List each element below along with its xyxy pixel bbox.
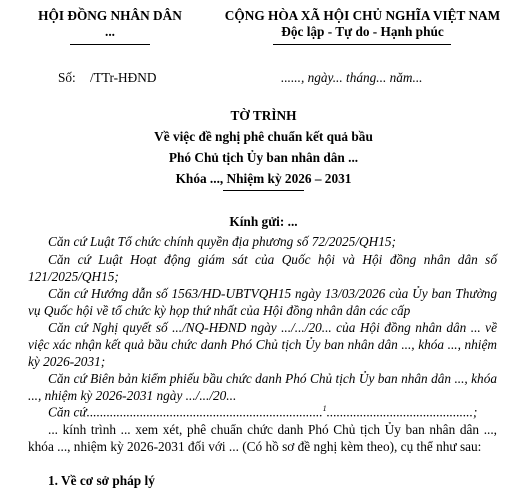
motto-underline xyxy=(273,44,451,45)
org-sub: ... xyxy=(105,24,115,39)
footnote-marker: 1 xyxy=(322,404,327,413)
title-underline xyxy=(223,190,304,191)
org-name: HỘI ĐỒNG NHÂN DÂN xyxy=(38,8,182,23)
body-paragraph: ... kính trình ... xem xét, phê chuẩn chức danh Phó Chủ tịch Ủy ban nhân dân ..., khóa ..., nhiệm kỳ 2026-2031 đối với ... (Có hồ sơ đề nghị kèm theo), cụ thể như sau: xyxy=(28,422,497,454)
nation-name: CỘNG HÒA XÃ HỘI CHỦ NGHĨA VIỆT NAM xyxy=(224,8,501,23)
org-underline xyxy=(70,44,150,45)
basis-6-suffix: ............................................; xyxy=(326,404,478,420)
document-number-label: Số: xyxy=(58,70,76,85)
salutation: Kính gửi: ... xyxy=(229,214,298,229)
basis-6-prefix: Căn cứ....................................................................... xyxy=(48,404,323,420)
motto: Độc lập - Tự do - Hạnh phúc xyxy=(281,24,444,39)
basis-1: Căn cứ Luật Tổ chức chính quyền địa phương số 72/2025/QH15; xyxy=(48,234,396,249)
basis-2: Căn cứ Luật Hoạt động giám sát của Quốc hội và Hội đồng nhân dân số 121/2025/QH15; xyxy=(28,252,497,284)
document-title: TỜ TRÌNH xyxy=(230,108,297,123)
basis-5: Căn cứ Biên bản kiểm phiếu bầu chức danh Phó Chủ tịch Ủy ban nhân dân ..., khóa ..., nhiệm kỳ 2026-2031 ngày .../.../20... xyxy=(28,371,497,403)
title-line-1: Về việc đề nghị phê chuẩn kết quả bầu xyxy=(154,129,373,144)
section-heading: 1. Về cơ sở pháp lý xyxy=(48,473,155,488)
basis-3: Căn cứ Hướng dẫn số 1563/HD-UBTVQH15 ngày 13/03/2026 của Ủy ban Thường vụ Quốc hội về tổ chức kỳ họp thứ nhất của Hội đồng nhân dân các cấp xyxy=(28,286,497,318)
basis-4: Căn cứ Nghị quyết số .../NQ-HĐND ngày .../.../20... của Hội đồng nhân dân ... về việc xác nhận kết quả bầu chức danh Phó Chủ tịch Ủy ban nhân dân ..., khóa ..., nhiệm kỳ 2026-2031; xyxy=(28,320,497,369)
place-date: ......, ngày... tháng... năm... xyxy=(281,70,423,85)
title-line-3: Khóa ..., Nhiệm kỳ 2026 – 2031 xyxy=(175,171,352,186)
basis-6 xyxy=(48,404,477,420)
title-line-2: Phó Chủ tịch Ủy ban nhân dân ... xyxy=(168,150,359,165)
document-number: /TTr-HĐND xyxy=(90,70,157,85)
